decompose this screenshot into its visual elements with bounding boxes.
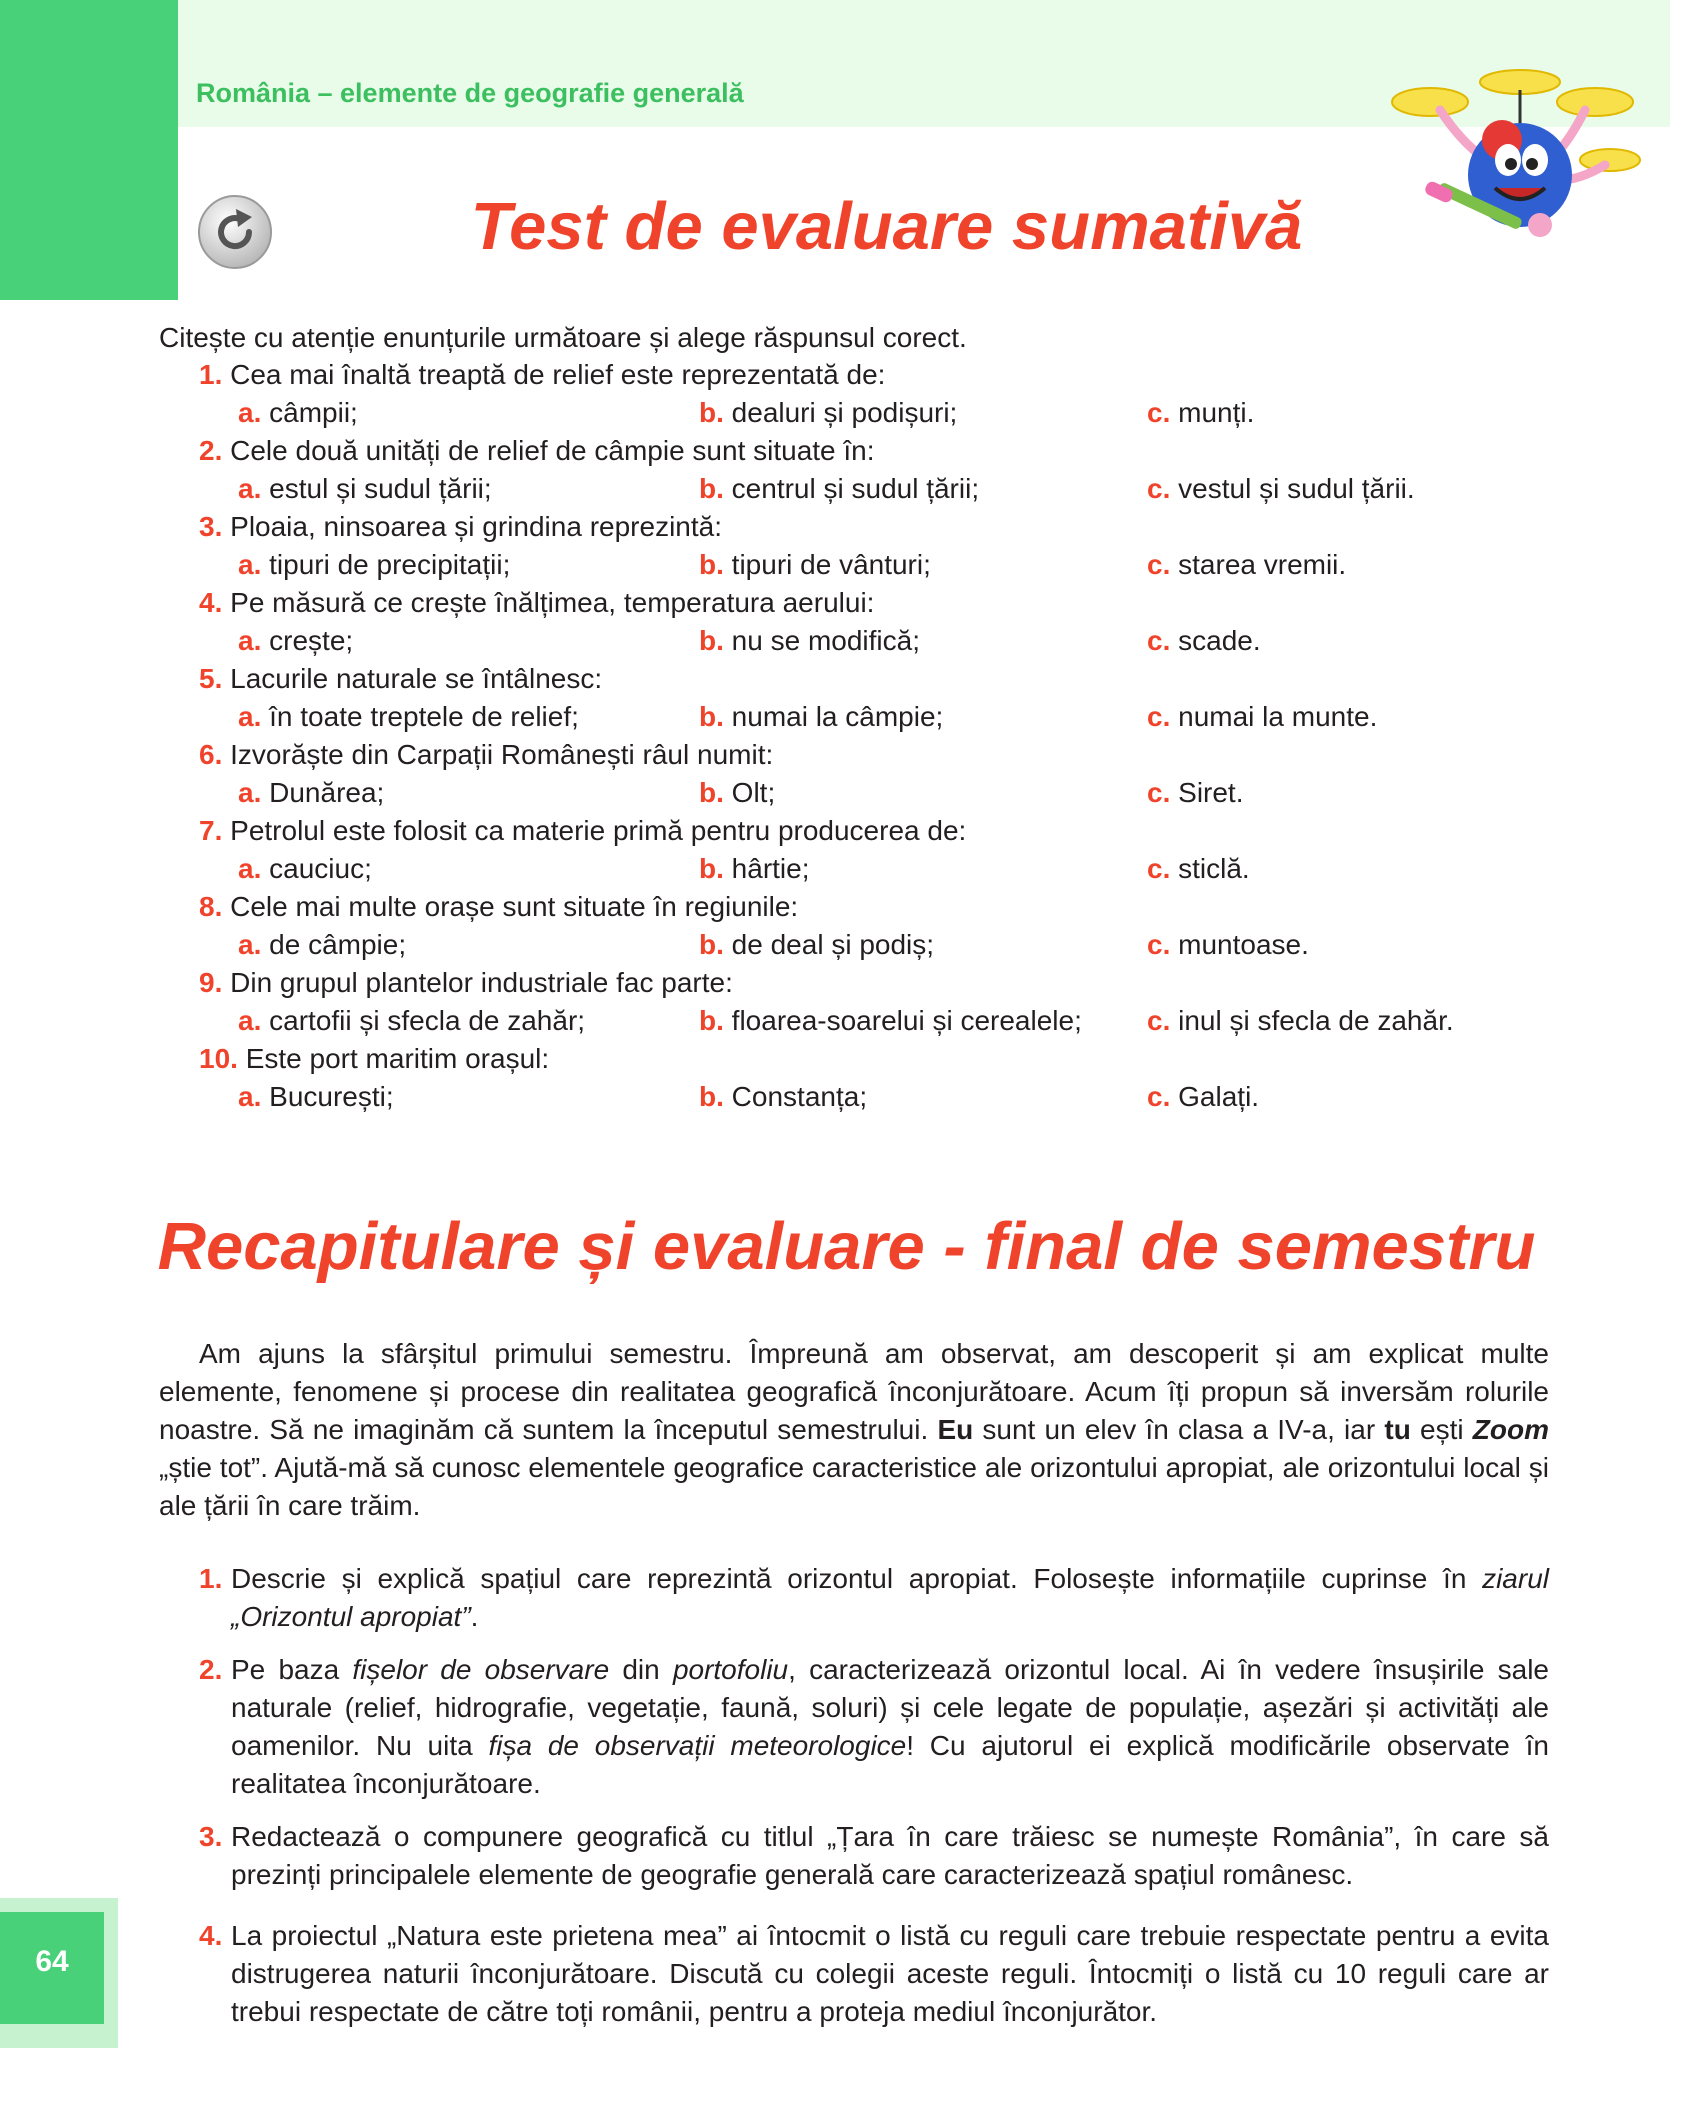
question-3: 3. Ploaia, ninsoarea și grindina reprezintă: <box>199 511 722 542</box>
test-instructions: Citește cu atenție enunțurile următoare și alege răspunsul corect. <box>159 322 967 353</box>
question-5-option-c[interactable]: c. numai la munte. <box>1147 701 1378 732</box>
task-2: 2. Pe baza fișelor de observare din portofoliu, caracterizează orizontul local. Ai în vedere însușirile sale naturale (relief, hidrografie, vegetație, faună, soluri) și cele legate de populație, așezări și activități ale oamenilor. Nu uita fișa de observații meteorologice! Cu ajutorul ei explică modificările observate în realitatea înconjurătoare. <box>199 1654 1549 1799</box>
question-7-option-a[interactable]: a. cauciuc; <box>238 853 372 884</box>
task-3: 3. Redactează o compunere geografică cu titlul „Țara în care trăiesc se numește România”, în care să prezinți principalele elemente de geografie generală care caracterizează spațiul românesc. <box>199 1821 1549 1890</box>
question-8-option-a[interactable]: a. de câmpie; <box>238 929 407 960</box>
question-9-option-a[interactable]: a. cartofii și sfecla de zahăr; <box>238 1005 586 1036</box>
question-3-option-b[interactable]: b. tipuri de vânturi; <box>699 549 931 580</box>
chapter-header: România – elemente de geografie generală <box>196 78 744 108</box>
question-2-option-b[interactable]: b. centrul și sudul țării; <box>699 473 980 504</box>
question-5-option-a[interactable]: a. în toate treptele de relief; <box>238 701 579 732</box>
question-1-option-a[interactable]: a. câmpii; <box>238 397 358 428</box>
question-8-option-c[interactable]: c. muntoase. <box>1147 929 1309 960</box>
question-10-option-b[interactable]: b. Constanța; <box>699 1081 868 1112</box>
question-7-option-b[interactable]: b. hârtie; <box>699 853 810 884</box>
question-5: 5. Lacurile naturale se întâlnesc: <box>199 663 603 694</box>
question-10: 10. Este port maritim orașul: <box>199 1043 550 1074</box>
review-title: Recapitulare și evaluare - final de semestru <box>157 1209 1536 1284</box>
task-1: 1. Descrie și explică spațiul care reprezintă orizontul apropiat. Folosește informațiile cuprinse în ziarul „Orizontul apropiat”. <box>199 1563 1549 1632</box>
question-6-option-c[interactable]: c. Siret. <box>1147 777 1244 808</box>
question-6: 6. Izvorăște din Carpații Românești râul numit: <box>199 739 774 770</box>
question-6-option-b[interactable]: b. Olt; <box>699 777 776 808</box>
question-4: 4. Pe măsură ce crește înălțimea, temperatura aerului: <box>199 587 875 618</box>
question-10-option-c[interactable]: c. Galați. <box>1147 1081 1260 1112</box>
question-9-option-b[interactable]: b. floarea-soarelui și cerealele; <box>699 1005 1082 1036</box>
page-number: 64 <box>35 1945 69 1978</box>
question-2-option-c[interactable]: c. vestul și sudul țării. <box>1147 473 1415 504</box>
question-2: 2. Cele două unități de relief de câmpie sunt situate în: <box>199 435 875 466</box>
question-7: 7. Petrolul este folosit ca materie primă pentru producerea de: <box>199 815 967 846</box>
review-paragraph: Am ajuns la sfârșitul primului semestru. Împreună am observat, am descoperit și am explicat multe elemente, fenomene și procese din realitatea geografică înconjurătoare. Acum îți propun să inversăm rolurile noastre. Să ne imaginăm că suntem la începutul semestrului. Eu sunt un elev în clasa a IV-a, iar tu ești Zoom „știe tot”. Ajută-mă să cunosc elementele geografice caracteristice ale orizontului apropiat, ale orizontului local și ale țării în care trăim. <box>159 1338 1549 1521</box>
question-9: 9. Din grupul plantelor industriale fac parte: <box>199 967 733 998</box>
test-title: Test de evaluare sumativă <box>470 189 1303 264</box>
question-8: 8. Cele mai multe orașe sunt situate în regiunile: <box>199 891 799 922</box>
question-9-option-c[interactable]: c. inul și sfecla de zahăr. <box>1147 1005 1454 1036</box>
question-1: 1. Cea mai înaltă treaptă de relief este reprezentată de: <box>199 359 886 390</box>
question-3-option-c[interactable]: c. starea vremii. <box>1147 549 1347 580</box>
question-1-option-c[interactable]: c. munți. <box>1147 397 1255 428</box>
question-8-option-b[interactable]: b. de deal și podiș; <box>699 929 935 960</box>
question-4-option-c[interactable]: c. scade. <box>1147 625 1261 656</box>
question-5-option-b[interactable]: b. numai la câmpie; <box>699 701 944 732</box>
question-6-option-a[interactable]: a. Dunărea; <box>238 777 385 808</box>
task-4: 4. La proiectul „Natura este prietena mea” ai întocmit o listă cu reguli care trebuie respectate pentru a evita distrugerea naturii înconjurătoare. Discută cu colegii aceste reguli. Întocmiți o listă cu 10 reguli care ar trebui respectate de către toți românii, pentru a proteja mediul înconjurător. <box>199 1920 1549 2027</box>
question-1-option-b[interactable]: b. dealuri și podișuri; <box>699 397 958 428</box>
question-7-option-c[interactable]: c. sticlă. <box>1147 853 1250 884</box>
question-10-option-a[interactable]: a. București; <box>238 1081 394 1112</box>
question-4-option-a[interactable]: a. crește; <box>238 625 354 656</box>
question-2-option-a[interactable]: a. estul și sudul țării; <box>238 473 492 504</box>
question-3-option-a[interactable]: a. tipuri de precipitații; <box>238 549 511 580</box>
question-4-option-b[interactable]: b. nu se modifică; <box>699 625 920 656</box>
